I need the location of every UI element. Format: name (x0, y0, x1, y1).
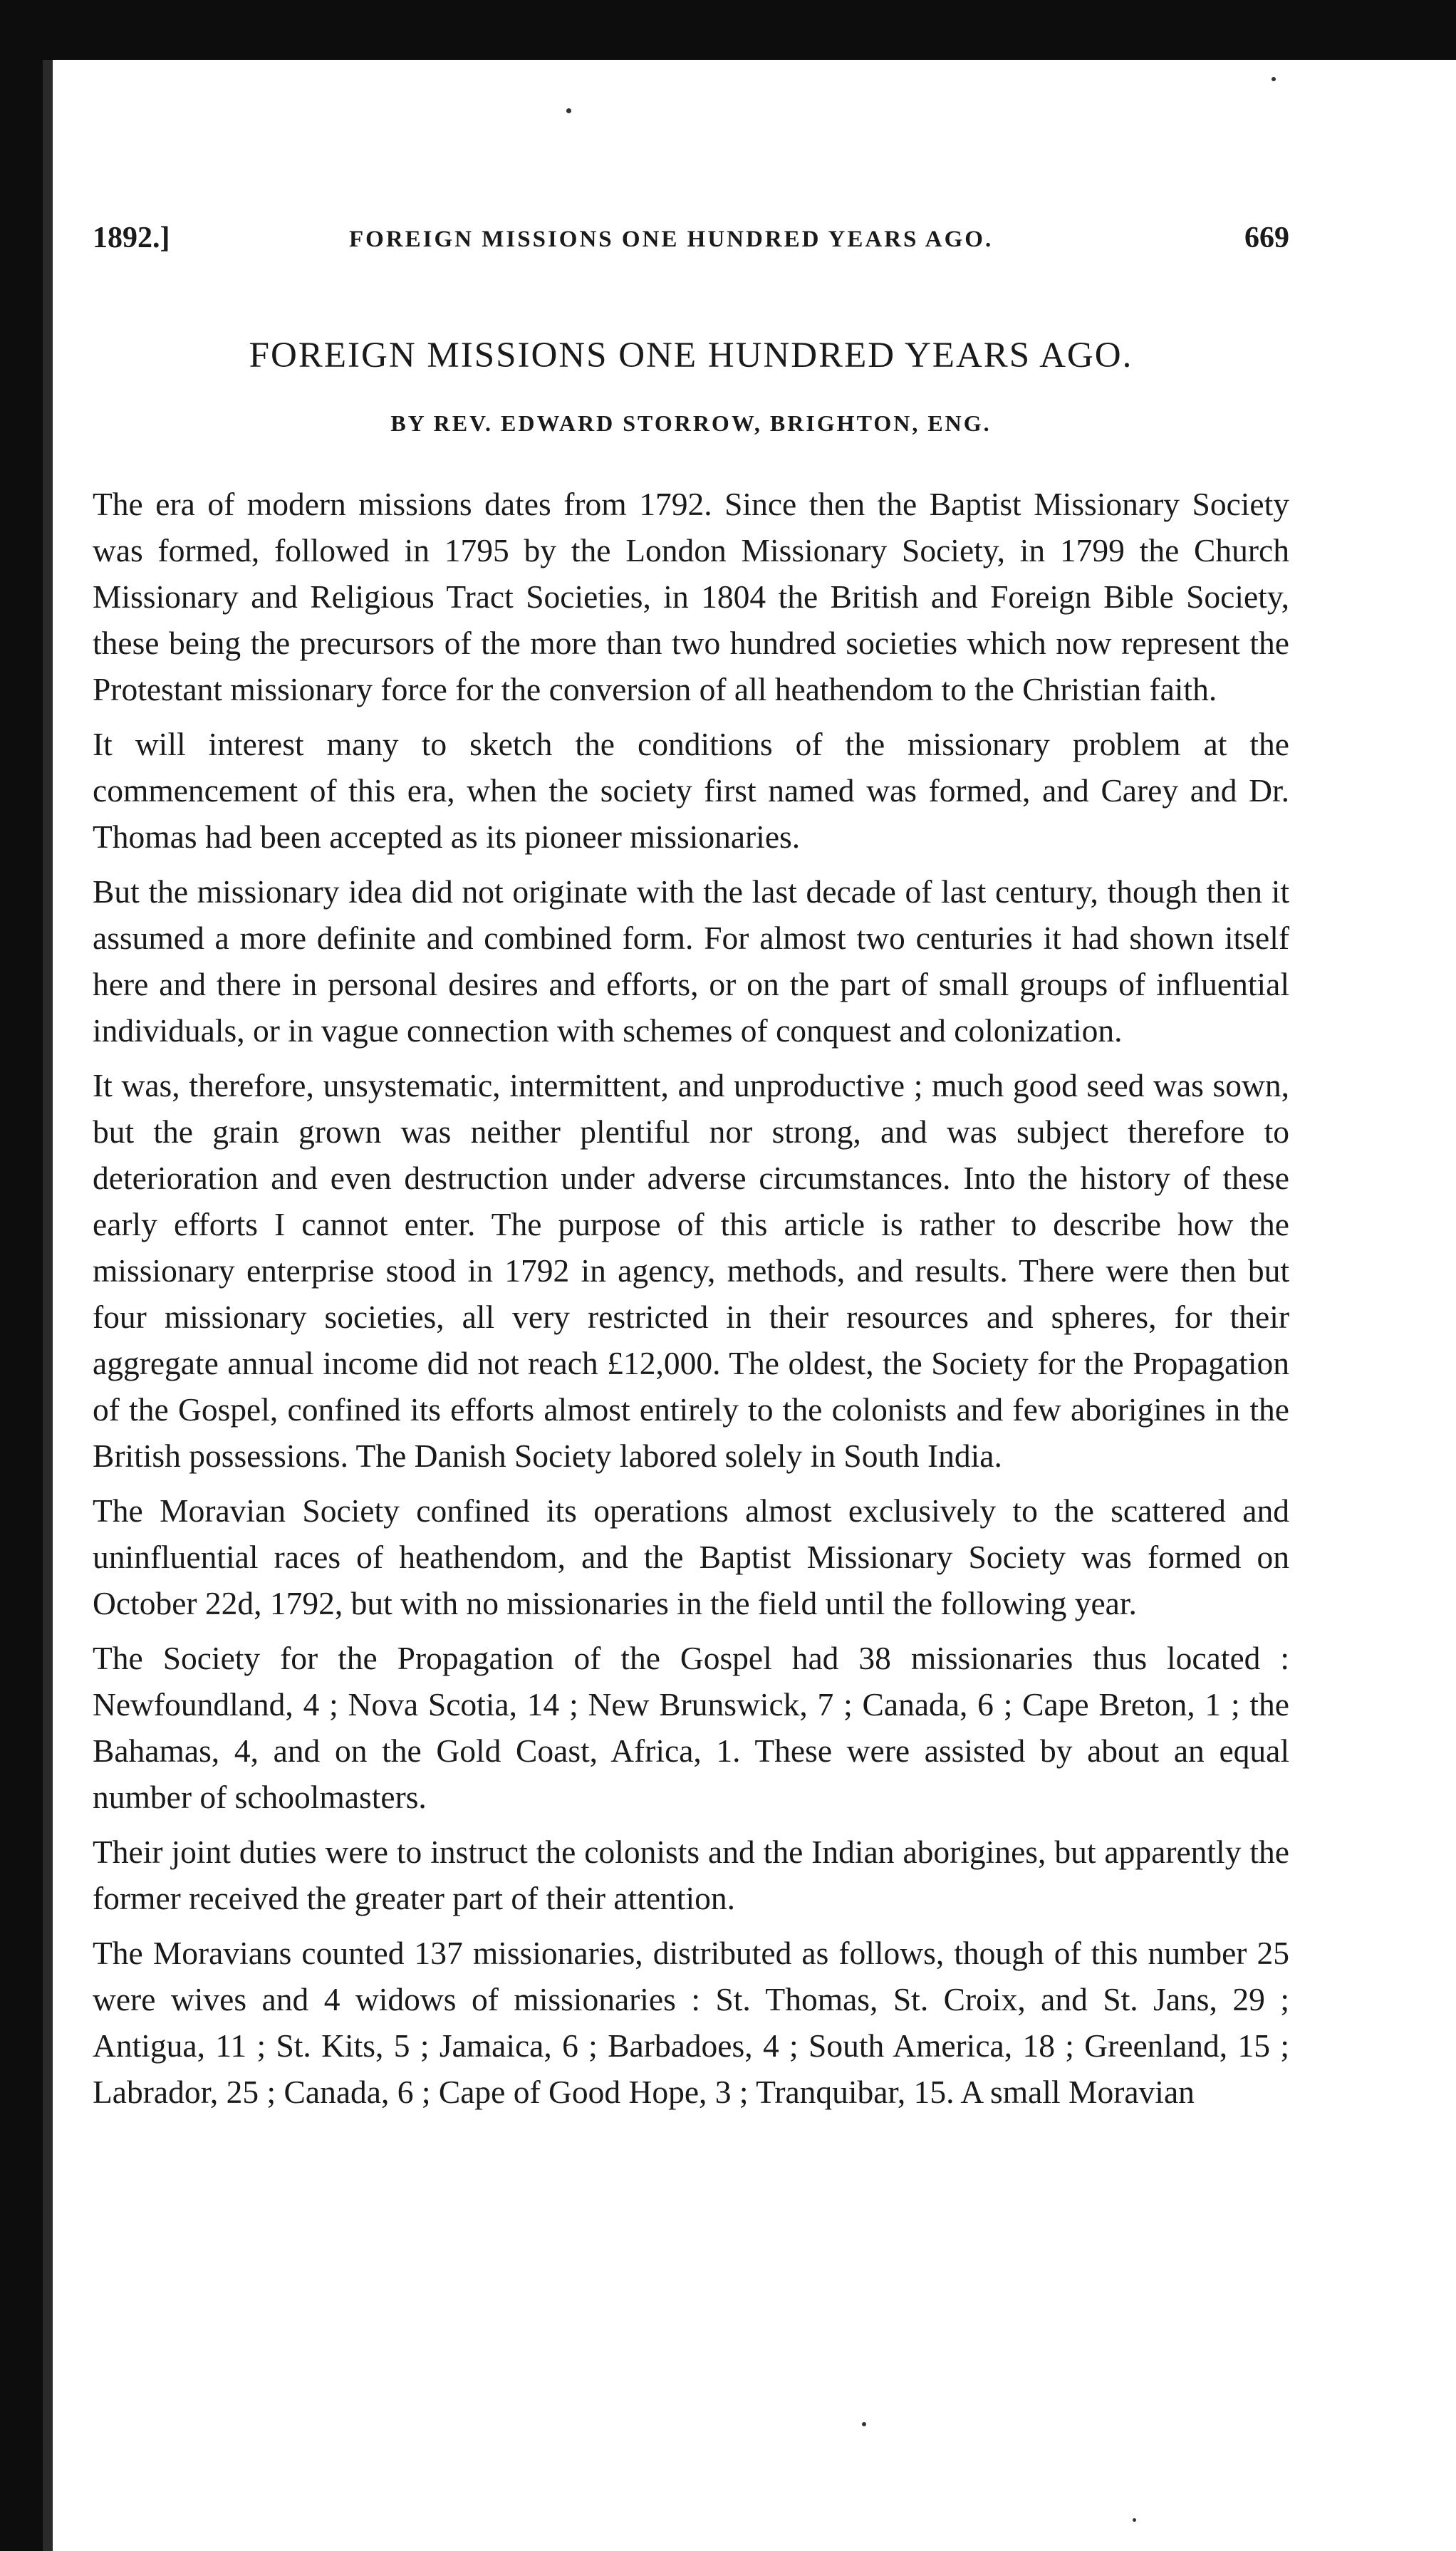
running-head-title: FOREIGN MISSIONS ONE HUNDRED YEARS AGO. (349, 227, 994, 252)
article-byline: BY REV. EDWARD STORROW, BRIGHTON, ENG. (390, 410, 992, 436)
article-title: FOREIGN MISSIONS ONE HUNDRED YEARS AGO. (249, 336, 1133, 375)
article-body (93, 481, 1289, 2115)
scan-border-left (0, 0, 43, 2551)
page-number: 669 (1244, 222, 1289, 254)
paragraph-6: The Society for the Propagation of the Gospel had 38 missionaries thus located : Newfoundland, 4 ; Nova Scotia, 14 ; New Brunswick, 7 ; Canada, 6 ; Cape Breton, 1 ; the Bahamas, 4, and on the Gold Coast, Africa, 1. These were assisted by about an equal number of schoolmasters. (93, 1640, 1289, 1815)
document-page (93, 221, 1289, 2124)
paragraph-8: The Moravians counted 137 missionaries, distributed as follows, though of this number 25 were wives and 4 widows of missionaries : St. Thomas, St. Croix, and St. Jans, 29 ; Antigua, 11 ; St. Kits, 5 ; Jamaica, 6 ; Barbadoes, 4 ; South America, 18 ; Greenland, 15 ; Labrador, 25 ; Canada, 6 ; Cape of Good Hope, 3 ; Tranquibar, 15. A small Moravian (93, 1935, 1289, 2110)
scan-speck (1272, 77, 1276, 81)
paragraph-5: The Moravian Society confined its operations almost exclusively to the scattered and uninfluential races of heathendom, and the Baptist Missionary Society was formed on October 22d, 1792, but with no missionaries in the field until the following year. (93, 1492, 1289, 1621)
scan-border-shadow (43, 60, 53, 2551)
paragraph-4: It was, therefore, unsystematic, intermittent, and unproductive ; much good seed was sown, but the grain grown was neither plentiful nor strong, and was subject therefore to deterioration and even destruction under adverse circumstances. Into the history of these early efforts I cannot enter. The purpose of this article is rather to describe how the missionary enterprise stood in 1792 in agency, methods, and results. There were then but four missionary societies, all very restricted in their resources and spheres, for their aggregate annual income did not reach £12,000. The oldest, the Society for the Propagation of the Gospel, confined its efforts almost entirely to the colonists and few aborigines in the British possessions. The Danish Society labored solely in South India. (93, 1067, 1289, 1474)
paragraph-2: It will interest many to sketch the conditions of the missionary problem at the commencement of this era, when the society first named was formed, and Carey and Dr. Thomas had been accepted as its pioneer missionaries. (93, 726, 1289, 855)
paragraph-7: Their joint duties were to instruct the colonists and the Indian aborigines, but apparently the former received the greater part of their attention. (93, 1834, 1289, 1916)
scan-speck (862, 2422, 866, 2426)
running-head-year: 1892.] (93, 222, 170, 254)
paragraph-1: The era of modern missions dates from 1792. Since then the Baptist Missionary Society was formed, followed in 1795 by the London Missionary Society, in 1799 the Church Missionary and Religious Tract Societies, in 1804 the British and Foreign Bible Society, these being the precursors of the more than two hundred societies which now represent the Protestant missionary force for the conversion of all heathendom to the Christian faith. (93, 486, 1289, 707)
paragraph-3: But the missionary idea did not originate with the last decade of last century, though then it assumed a more definite and combined form. For almost two centuries it had shown itself here and there in personal desires and efforts, or on the part of small groups of influential individuals, or in vague connection with schemes of conquest and colonization. (93, 873, 1289, 1049)
running-head (93, 221, 1289, 264)
scan-speck (566, 108, 571, 113)
scan-speck (1133, 2518, 1136, 2522)
scan-border-top (0, 0, 1456, 60)
